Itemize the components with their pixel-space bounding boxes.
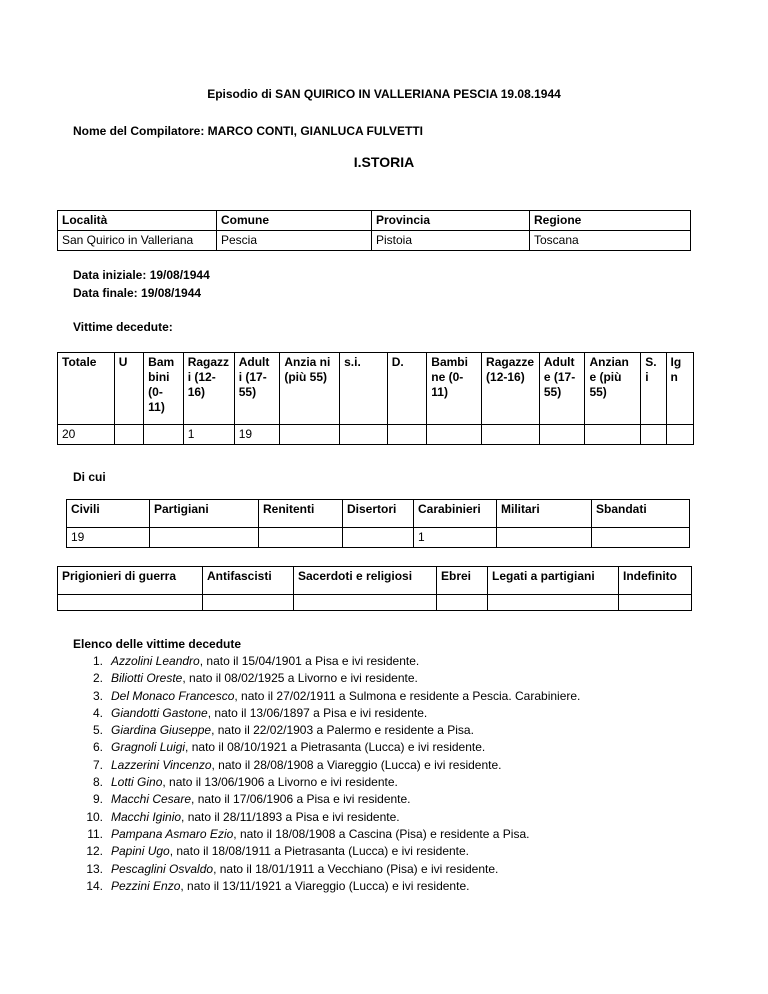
victims-header-si: s.i. [340,353,388,425]
list-item-number: 13. [86,861,103,876]
list-item [73,809,713,826]
list-item [73,878,713,895]
victim-name: Lotti Gino [111,775,163,790]
victims-value-d [387,425,427,445]
location-table [57,210,691,251]
table-row [58,211,691,231]
list-item-number: 9. [92,792,103,807]
list-item [73,774,713,791]
victim-details: , nato il 18/01/1911 a Vecchiano (Pisa) e ivi residente. [213,861,499,876]
victim-name: Lazzerini Vincenzo [111,757,212,772]
victims-list-title: Elenco delle vittime decedute [73,637,242,651]
categories-header-ebrei: Ebrei [437,567,488,595]
victims-header-anziane: Anzian e (più 55) [585,353,641,425]
list-item-number: 4. [92,705,103,720]
victim-details: , nato il 28/08/1908 a Viareggio (Lucca) e ivi residente. [211,757,502,772]
di-cui-header-disertori: Disertori [343,500,414,528]
location-value-comune: Pescia [217,231,372,251]
categories-header-antifascisti: Antifascisti [203,567,294,595]
di-cui-value-civili: 19 [67,528,150,548]
list-item-number: 2. [92,671,103,686]
list-item [73,826,713,843]
victims-value-s-i [641,425,666,445]
di-cui-header-carabinieri: Carabinieri [414,500,497,528]
victims-value-adulti: 19 [234,425,280,445]
victims-value-ign [666,425,693,445]
victim-details: , nato il 13/11/1921 a Viareggio (Lucca) e ivi residente. [180,878,470,893]
victims-header-totale: Totale [58,353,115,425]
di-cui-table [66,499,690,548]
di-cui-value-renitenti [259,528,343,548]
victim-details: , nato il 08/02/1925 a Livorno e ivi residente. [182,671,418,686]
victims-value-adulte [539,425,585,445]
di-cui-value-militari [497,528,592,548]
victim-name: Pampana Asmaro Ezio [111,826,234,841]
victim-details: , nato il 13/06/1906 a Livorno e ivi residente. [162,775,398,790]
victims-value-si [340,425,388,445]
list-item-number: 7. [92,757,103,772]
victim-name: Macchi Iginio [111,809,182,824]
victim-details: , nato il 17/06/1906 a Pisa e ivi residente. [191,792,411,807]
victims-header-s-i: S. i [641,353,666,425]
categories-value-ebrei [437,595,488,611]
table-row [67,500,690,528]
victim-details: , nato il 18/08/1908 a Cascina (Pisa) e residente a Pisa. [233,826,530,841]
victim-details: , nato il 13/06/1897 a Pisa e ivi residente. [207,705,428,720]
victims-value-u [114,425,143,445]
victim-details: , nato il 15/04/1901 a Pisa e ivi residente. [199,654,420,668]
list-item-number: 12. [86,844,103,859]
victims-header-anziani: Anzia ni (più 55) [280,353,340,425]
victims-value-ragazzi: 1 [183,425,234,445]
di-cui-header-militari: Militari [497,500,592,528]
list-item-number: 10. [86,809,103,824]
list-item-number: 6. [92,740,103,755]
victim-name: Papini Ugo [111,844,170,859]
episode-title: Episodio di SAN QUIRICO IN VALLERIANA PESCIA 19.08.1944 [207,87,561,101]
location-value-provincia: Pistoia [372,231,530,251]
list-item [73,670,713,687]
victims-table [57,352,694,445]
compilers-line: Nome del Compilatore: MARCO CONTI, GIANLUCA FULVETTI [73,124,423,138]
location-value-localita: San Quirico in Valleriana [58,231,217,251]
victim-details: , nato il 28/11/1893 a Pisa e ivi residente. [181,809,400,824]
di-cui-value-carabinieri: 1 [414,528,497,548]
location-value-regione: Toscana [530,231,691,251]
victims-value-bambini [144,425,184,445]
list-item-number: 1. [92,654,103,668]
victim-name: Giardina Giuseppe [111,723,212,738]
victims-value-totale: 20 [58,425,115,445]
victims-header-bambine: Bambi ne (0-11) [427,353,482,425]
categories-value-legati [488,595,619,611]
di-cui-value-partigiani [150,528,259,548]
list-item [73,843,713,860]
location-header-regione: Regione [530,211,691,231]
list-item-number: 3. [92,688,103,703]
victims-header-d: D. [387,353,427,425]
victim-name: Macchi Cesare [111,792,192,807]
victims-header-ragazzi: Ragazz i (12-16) [183,353,234,425]
table-row [58,425,694,445]
categories-value-antifascisti [203,595,294,611]
location-header-provincia: Provincia [372,211,530,231]
list-item [73,739,713,756]
categories-table [57,566,692,611]
victims-title: Vittime decedute: [73,320,173,334]
di-cui-value-sbandati [592,528,690,548]
list-item-number: 5. [92,723,103,738]
victims-header-ign: Ig n [666,353,693,425]
victims-list [73,636,713,895]
victim-details: , nato il 08/10/1921 a Pietrasanta (Lucca) e ivi residente. [185,740,486,755]
list-item-number: 11. [87,826,103,841]
list-item [73,722,713,739]
victims-header-bambini: Bam bini (0-11) [144,353,184,425]
victims-value-anziani [280,425,340,445]
location-header-localita: Località [58,211,217,231]
victim-details: , nato il 22/02/1903 a Palermo e residente a Pisa. [211,723,474,738]
victim-details: , nato il 27/02/1911 a Sulmona e residente a Pescia. Carabiniere. [234,688,581,703]
victim-details: , nato il 18/08/1911 a Pietrasanta (Lucca) e ivi residente. [169,844,470,859]
categories-value-prigionieri [58,595,203,611]
categories-header-indefinito: Indefinito [619,567,692,595]
di-cui-header-civili: Civili [67,500,150,528]
victims-header-u: U [114,353,143,425]
categories-header-legati: Legati a partigiani [488,567,619,595]
di-cui-header-renitenti: Renitenti [259,500,343,528]
location-header-comune: Comune [217,211,372,231]
di-cui-header-partigiani: Partigiani [150,500,259,528]
list-item-number: 8. [92,775,103,790]
victims-header-adulti: Adult i (17-55) [234,353,280,425]
table-row [58,231,691,251]
victims-header-ragazze: Ragazze (12-16) [482,353,540,425]
table-row [67,528,690,548]
di-cui-header-sbandati: Sbandati [592,500,690,528]
table-row [58,353,694,425]
victims-header-adulte: Adult e (17-55) [539,353,585,425]
list-item [73,757,713,774]
victim-name: Pescaglini Osvaldo [111,861,214,876]
list-item [73,861,713,878]
table-row [58,567,692,595]
victim-name: Biliotti Oreste [111,671,183,686]
categories-header-sacerdoti: Sacerdoti e religiosi [294,567,437,595]
categories-value-indefinito [619,595,692,611]
victims-value-anziane [585,425,641,445]
start-date: Data iniziale: 19/08/1944 [73,268,210,282]
victim-name: Giandotti Gastone [111,705,208,720]
victim-name: Azzolini Leandro [111,654,200,668]
table-row [58,595,692,611]
victim-name: Gragnoli Luigi [111,740,186,755]
categories-header-prigionieri: Prigionieri di guerra [58,567,203,595]
list-item-number: 14. [86,878,103,893]
di-cui-title: Di cui [73,470,106,484]
list-item [73,705,713,722]
categories-value-sacerdoti [294,595,437,611]
section-title: I.STORIA [353,154,415,170]
victim-name: Pezzini Enzo [111,878,181,893]
victims-value-ragazze [482,425,540,445]
list-item [73,791,713,808]
list-item [73,688,713,705]
victims-list-items [73,653,713,895]
end-date: Data finale: 19/08/1944 [73,286,202,300]
list-item [73,653,713,670]
victims-value-bambine [427,425,482,445]
di-cui-value-disertori [343,528,414,548]
victim-name: Del Monaco Francesco [111,688,235,703]
